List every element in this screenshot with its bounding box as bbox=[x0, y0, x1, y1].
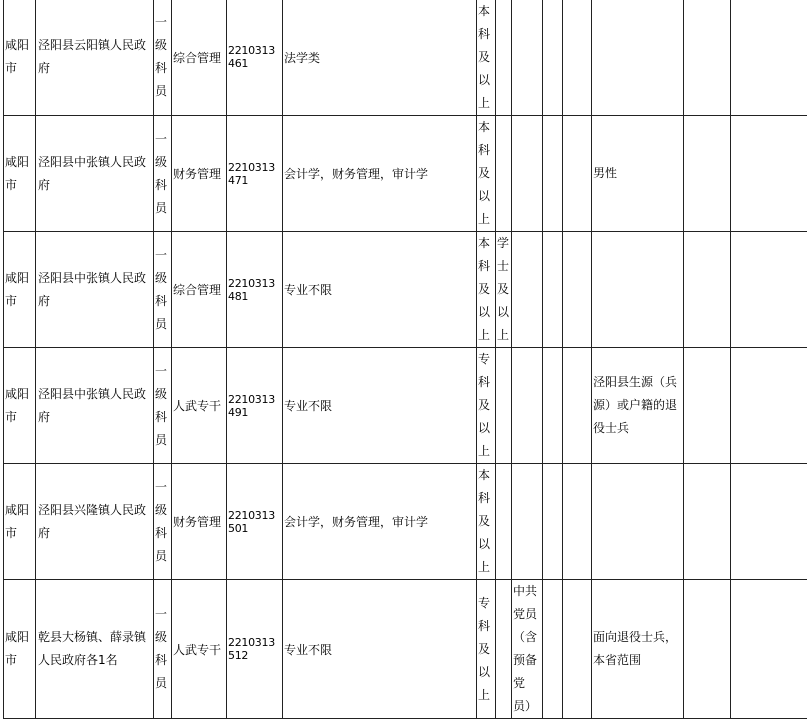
cell-major bbox=[283, 0, 477, 116]
cell-rank bbox=[154, 464, 172, 580]
cell-unit bbox=[36, 580, 154, 719]
cell-code bbox=[227, 232, 283, 348]
city-text: 咸阳市 bbox=[5, 383, 34, 429]
cell-empty bbox=[543, 116, 563, 232]
rank-text: 一级科员 bbox=[155, 128, 170, 220]
education-text: 本科及以上 bbox=[478, 116, 494, 231]
cell-degree bbox=[496, 348, 512, 464]
cell-empty bbox=[684, 348, 731, 464]
table-row bbox=[4, 0, 807, 116]
cell-empty bbox=[684, 0, 731, 116]
cell-code bbox=[227, 464, 283, 580]
unit-text: 泾阳县中张镇人民政府 bbox=[38, 383, 152, 429]
major-text: 会计学，财务管理，审计学 bbox=[284, 165, 475, 182]
cell-education bbox=[477, 116, 496, 232]
degree-text: 学士及以上 bbox=[497, 232, 510, 347]
rank-text: 一级科员 bbox=[155, 244, 170, 336]
other-text: 面向退役士兵，本省范围 bbox=[593, 626, 682, 672]
cell-major bbox=[283, 232, 477, 348]
cell-empty bbox=[731, 0, 807, 116]
city-text: 咸阳市 bbox=[5, 626, 34, 672]
cell-position bbox=[172, 0, 227, 116]
cell-city bbox=[4, 0, 36, 116]
major-text: 会计学，财务管理，审计学 bbox=[284, 513, 475, 530]
cell-empty bbox=[684, 116, 731, 232]
cell-empty bbox=[731, 116, 807, 232]
cell-code bbox=[227, 580, 283, 719]
cell-other bbox=[592, 232, 684, 348]
rank-text: 一级科员 bbox=[155, 476, 170, 568]
cell-empty bbox=[731, 348, 807, 464]
position-text: 财务管理 bbox=[173, 165, 225, 182]
cell-code bbox=[227, 348, 283, 464]
cell-code bbox=[227, 116, 283, 232]
cell-empty bbox=[731, 232, 807, 348]
cell-empty bbox=[563, 580, 592, 719]
unit-text: 泾阳县兴隆镇人民政府 bbox=[38, 499, 152, 545]
cell-city bbox=[4, 232, 36, 348]
cell-education bbox=[477, 580, 496, 719]
major-text: 专业不限 bbox=[284, 641, 475, 658]
code-text: 2210313461 bbox=[228, 44, 281, 70]
cell-political bbox=[512, 116, 543, 232]
cell-rank bbox=[154, 116, 172, 232]
cell-major bbox=[283, 348, 477, 464]
table-row bbox=[4, 232, 807, 348]
rank-text: 一级科员 bbox=[155, 11, 170, 103]
cell-position bbox=[172, 348, 227, 464]
major-text: 专业不限 bbox=[284, 281, 475, 298]
table-row bbox=[4, 464, 807, 580]
cell-city bbox=[4, 116, 36, 232]
cell-unit bbox=[36, 116, 154, 232]
rank-text: 一级科员 bbox=[155, 603, 170, 695]
cell-code bbox=[227, 0, 283, 116]
position-text: 人武专干 bbox=[173, 641, 225, 658]
cell-empty bbox=[731, 464, 807, 580]
other-text: 泾阳县生源（兵源）或户籍的退役士兵 bbox=[593, 371, 682, 440]
cell-empty bbox=[543, 580, 563, 719]
cell-city bbox=[4, 348, 36, 464]
code-text: 2210313481 bbox=[228, 277, 281, 303]
cell-other bbox=[592, 580, 684, 719]
political-text: 中共党员（含预备党员） bbox=[513, 580, 541, 718]
city-text: 咸阳市 bbox=[5, 151, 34, 197]
cell-position bbox=[172, 116, 227, 232]
cell-education bbox=[477, 0, 496, 116]
unit-text: 泾阳县中张镇人民政府 bbox=[38, 267, 152, 313]
position-text: 综合管理 bbox=[173, 281, 225, 298]
cell-political bbox=[512, 348, 543, 464]
cell-rank bbox=[154, 0, 172, 116]
cell-empty bbox=[563, 116, 592, 232]
cell-empty bbox=[543, 348, 563, 464]
unit-text: 乾县大杨镇、薛录镇人民政府各1名 bbox=[38, 626, 152, 672]
code-text: 2210313501 bbox=[228, 509, 281, 535]
cell-empty bbox=[543, 0, 563, 116]
cell-education bbox=[477, 348, 496, 464]
city-text: 咸阳市 bbox=[5, 499, 34, 545]
other-text: 男性 bbox=[593, 162, 682, 185]
cell-major bbox=[283, 464, 477, 580]
cell-education bbox=[477, 232, 496, 348]
cell-empty bbox=[684, 464, 731, 580]
cell-other bbox=[592, 348, 684, 464]
rank-text: 一级科员 bbox=[155, 360, 170, 452]
education-text: 本科及以上 bbox=[478, 0, 494, 115]
cell-degree bbox=[496, 116, 512, 232]
cell-political bbox=[512, 464, 543, 580]
city-text: 咸阳市 bbox=[5, 267, 34, 313]
unit-text: 泾阳县云阳镇人民政府 bbox=[38, 34, 152, 80]
cell-city bbox=[4, 464, 36, 580]
code-text: 2210313491 bbox=[228, 393, 281, 419]
city-text: 咸阳市 bbox=[5, 34, 34, 80]
cell-degree bbox=[496, 0, 512, 116]
cell-empty bbox=[543, 464, 563, 580]
cell-rank bbox=[154, 232, 172, 348]
cell-political bbox=[512, 232, 543, 348]
cell-position bbox=[172, 232, 227, 348]
cell-other bbox=[592, 116, 684, 232]
cell-rank bbox=[154, 348, 172, 464]
job-table bbox=[3, 0, 807, 719]
cell-other bbox=[592, 0, 684, 116]
education-text: 专科及以上 bbox=[478, 592, 494, 707]
major-text: 专业不限 bbox=[284, 397, 475, 414]
education-text: 本科及以上 bbox=[478, 464, 494, 579]
education-text: 本科及以上 bbox=[478, 232, 494, 347]
cell-degree bbox=[496, 232, 512, 348]
table-row bbox=[4, 116, 807, 232]
cell-political bbox=[512, 580, 543, 719]
cell-other bbox=[592, 464, 684, 580]
cell-rank bbox=[154, 580, 172, 719]
cell-degree bbox=[496, 580, 512, 719]
position-text: 财务管理 bbox=[173, 513, 225, 530]
cell-education bbox=[477, 464, 496, 580]
cell-empty bbox=[684, 232, 731, 348]
table-body bbox=[4, 0, 807, 719]
cell-political bbox=[512, 0, 543, 116]
cell-empty bbox=[731, 580, 807, 719]
table-row bbox=[4, 580, 807, 719]
cell-city bbox=[4, 580, 36, 719]
code-text: 2210313512 bbox=[228, 636, 281, 662]
cell-empty bbox=[563, 348, 592, 464]
cell-unit bbox=[36, 0, 154, 116]
code-text: 2210313471 bbox=[228, 161, 281, 187]
cell-empty bbox=[563, 464, 592, 580]
unit-text: 泾阳县中张镇人民政府 bbox=[38, 151, 152, 197]
cell-empty bbox=[543, 232, 563, 348]
cell-major bbox=[283, 116, 477, 232]
position-text: 综合管理 bbox=[173, 49, 225, 66]
major-text: 法学类 bbox=[284, 49, 475, 66]
table-row bbox=[4, 348, 807, 464]
education-text: 专科及以上 bbox=[478, 348, 494, 463]
cell-unit bbox=[36, 348, 154, 464]
cell-empty bbox=[684, 580, 731, 719]
position-text: 人武专干 bbox=[173, 397, 225, 414]
cell-empty bbox=[563, 0, 592, 116]
cell-unit bbox=[36, 232, 154, 348]
cell-degree bbox=[496, 464, 512, 580]
cell-position bbox=[172, 580, 227, 719]
cell-position bbox=[172, 464, 227, 580]
cell-empty bbox=[563, 232, 592, 348]
cell-unit bbox=[36, 464, 154, 580]
cell-major bbox=[283, 580, 477, 719]
